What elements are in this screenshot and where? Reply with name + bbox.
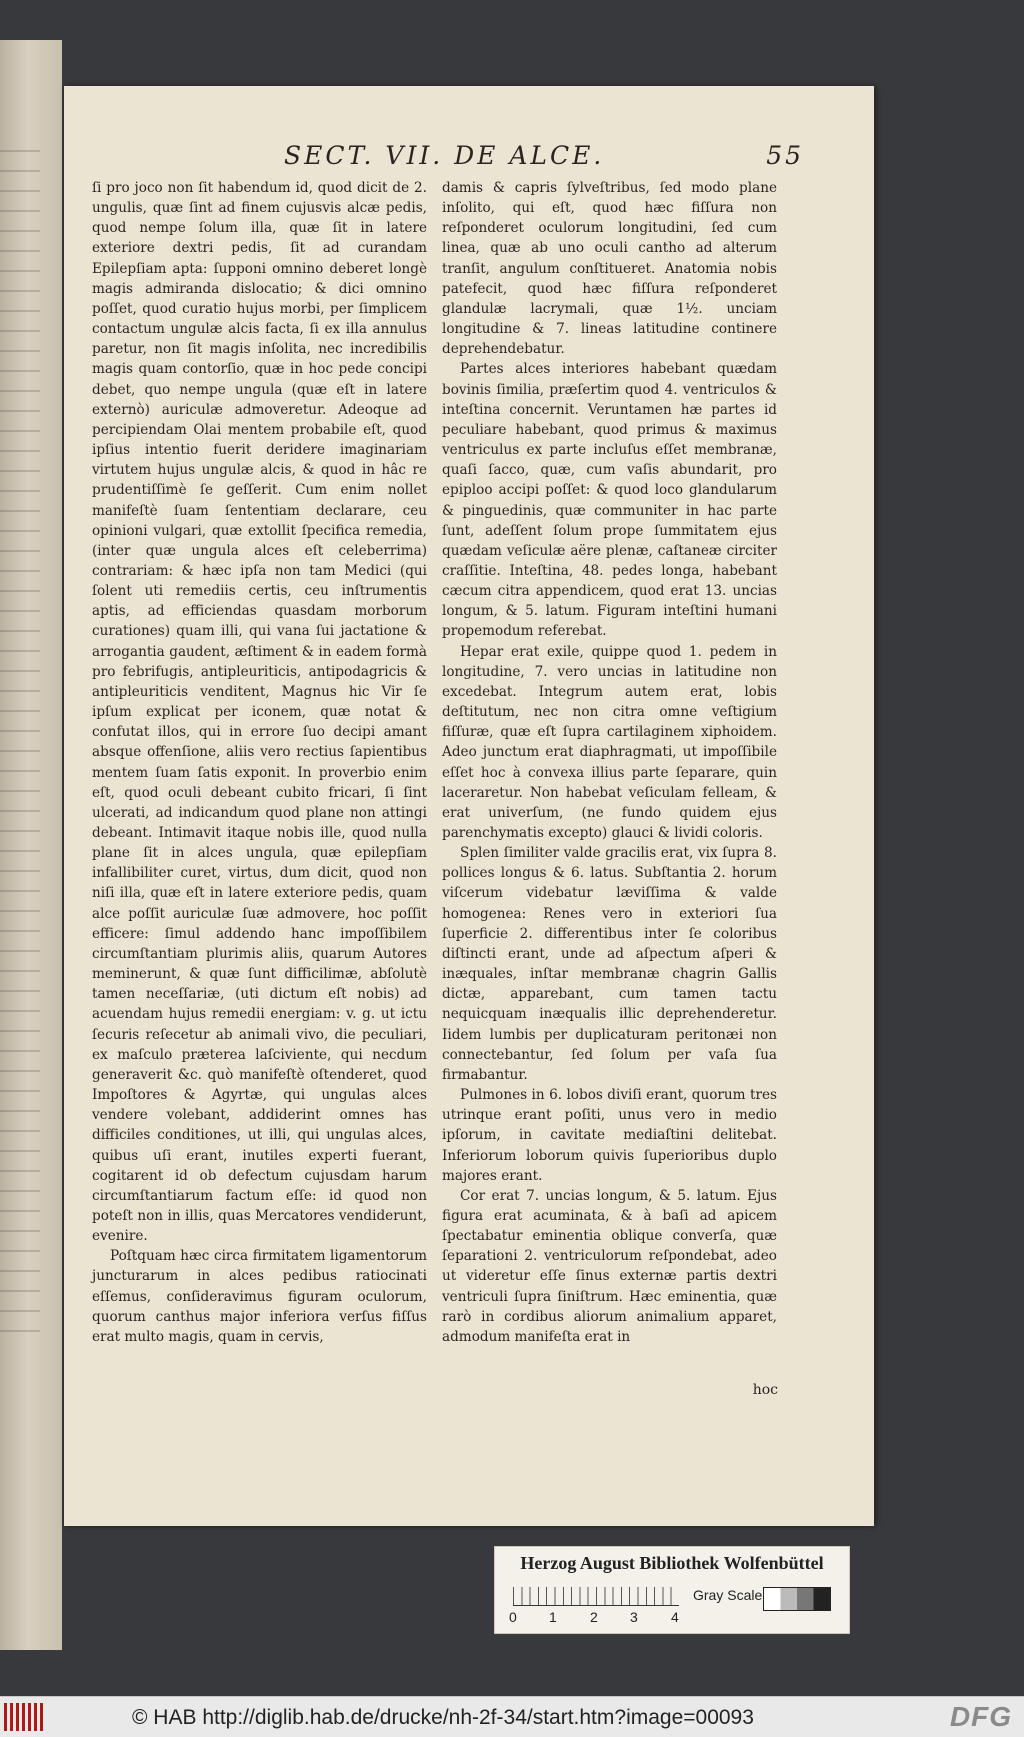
paragraph: ſi pro joco non ſit habendum id, quod dicit de 2. ungulis, quæ ſint ad finem cujusvis alcæ pedis, quod nempe ſolum illa, quæ ſit in latere exteriore dextri pedis, ſit ad curandam Epilepſiam apta: ſupponi omnino deberet longè magis admiranda dislocatio; & dici omnino poſſet, quod curatio hujus morbi, per ſimplicem contactum ungulæ alcis facta, ſi ex illa annulus paretur, non ſit magis inſolita, nec incredibilis magis quam contorſio, quæ in hoc pede concipi debet, quo nempe ungula (quæ eſt in latere externò) auriculæ admoveretur. Adeoque ad percipiendam Olai mentem probabile eſt, quod ipſius intentio fuerit deridere imaginariam virtutem hujus ungulæ alcis, & quod in hâc re prudentiſſimè ſe geſſerit. Cum enim nollet manifeſtè ſuam ſententiam declarare, ceu opinioni vulgari, quæ extollit ſpecifica remedia, (inter quæ ungula alces eſt celeberrima) contrariam: & hæc ipſa non tam Medici (qui ſolent uti remediis certis, ceu inſtrumentis aptis, ad efficiendas quasdam morborum curationes) quam illi, qui vana ſui jactatione & arrogantia gaudent, æſtiment & in eadem formà pro febrifugis, antipleuriticis, antipodagricis & antipleuriticis venditent, Magnus hic Vir ſe ipſum explicat per iconem, quæ notat & confutat illos, qui in errore ſuo decipi amant absque offenſione, aliis vero rectius ſapientibus mentem ſuam ſatis exponit. In proverbio enim eſt, quod oculi debeant cubito fricari, ſi ſint ulcerati, ad indicandum quod plane non attingi debeant. Intimavit itaque nobis ille, quod nulla plane ſit in alces ungula, quæ epilepſiam infallibiliter curet, virtus, dum dicit, quod non niſi illa, quæ eſt in latere exteriore pedis, quam alce poſſit auriculæ ſuæ admovere, hoc poſſit efficere: ſimul addendo hanc impoſſibilem circumſtantiam plurimis aliis, quarum Autores meminerunt, & quæ ſunt difficilimæ, abſolutè tamen neceſſariæ, (uti dictum eſt nobis) ad acuendam hujus remedii energiam: v. g. ut ictu ſecuris reſecetur ab animali vivo, die peculiari, ex maſculo præterea laſciviente, qui necdum generaverit &c. quò manifeſtè oſtenderet, quod Impoſtores & Agyrtæ, qui ungulas alces vendere volebant, addiderint omnes has difficiles conditiones, ut illi, qui ungulas alces, quibus uſi erant, inutiles experti fuerant, cogitarent id ob defectum cujusdam harum circumſtantiarum factum eſſe: id quod non poteſt non in illis, quas Mercatores vendiderunt, evenire. [92,180,427,1245]
hab-logo-icon [4,1703,44,1731]
running-head-title: SECT. VII. DE ALCE. [284,141,605,170]
footer-bar [0,1696,1024,1737]
catchword: hoc [752,1382,778,1398]
paragraph: Cor erat 7. uncias longum, & 5. latum. Ejus figura erat acuminata, & à baſi ad apicem ſpectabatur eminentia oblique converſa, quæ ſeparationi 2. ventriculorum reſpondebat, adeo ut videretur eſſe ſinus externæ partis dextri ventriculi ſupra ſiniſtrum. Hæc eminentia, quæ rarò in cordibus aliorum animalium apparet, admodum manifeſta erat in [442,1187,777,1345]
paragraph: Partes alces interiores habebant quædam bovinis ſimilia, præſertim quod 4. ventriculos & inteſtina concernit. Veruntamen hæ partes id peculiare habebant, quod primus & maximus ventriculus ex parte incluſus eſſet membranæ, quaſi ſacco, quæ, cum vaſis abundarit, pro epiploo accipi poſſet: & quod loco glandularum & pinguedinis, quæ communiter in hac parte ſunt, adeſſent ſolum prope ſummitatem ejus quædam veſiculæ aëre plenæ, caſtaneæ circiter craſſitie. Inteſtina, 48. pedes longa, habebant cæcum citra appendicem, quod erat 13. uncias longum, & 5. latum. Figuram inteſtini humani propemodum referebat. [442,361,777,640]
paragraph: Splen ſimiliter valde gracilis erat, vix ſupra 8. pollices longus & 6. latus. Subſtantia 2. horum viſcerum videbatur læviſſima & valde homogenea: Renes vero in exteriori ſua ſuperficie 2. differentibus inter ſe coloribus diſtincti erant, unde ad aſpectum aſperi & inæquales, inſtar membranæ chagrin Gallis dictæ, apparebant, cum tamen tactu nequicquam inæqualis illic deprehenderetur. Iidem lumbis per duplicaturam peritonæi non connectebantur, ſed ſolum per vaſa ſua firmabantur. [442,845,777,1083]
paragraph: Hepar erat exile, quippe quod 1. pedem in longitudine, 7. vero uncias in latitudine non excedebat. Integrum autem erat, lobis deſtitutum, nec non citra omne veſtigium fiſſuræ, quæ eſt ſupra cartilaginem xiphoidem. Adeo junctum erat diaphragmati, ut impoſſibile eſſet hoc à convexa illius parte ſeparare, quin laceraretur. Non habebat veſiculam felleam, & erat univerſum, (ne fundo quidem ejus parenchymatis excepto) glauci & lividi coloris. [442,643,777,841]
ruler-label: 4 [671,1609,679,1625]
text-column-left [92,178,427,1347]
paragraph: Poſtquam hæc circa firmitatem ligamentorum juncturarum in alces pedibus ratiocinati eſſemus, conſideravimus figuram oculorum, quorum canthus major inferiora verſus fiſſus erat multo magis, quam in cervis, [92,1248,427,1345]
ruler-label: 1 [549,1609,557,1625]
paragraph: Pulmones in 6. lobos diviſi erant, quorum tres utrinque erant poſiti, unus vero in medio ipſorum, in cavitate mediaſtini delitebat. Inferiorum loborum quivis ſuperioribus duplo majores erant. [442,1087,777,1184]
page-number: 55 [766,141,804,170]
library-name: Herzog August Bibliothek Wolfenbüttel [520,1553,824,1573]
gray-scale-swatch [763,1587,831,1611]
book-page [64,86,874,1526]
ruler-label: 2 [590,1609,598,1625]
running-head [284,141,804,175]
ruler-label: 3 [630,1609,638,1625]
paragraph: damis & capris ſylveſtribus, ſed modo plane inſolito, qui eſt, quod hæc fiſſura non reſponderet oculorum longitudini, ſed cum linea, quæ ab uno oculi cantho ad alterum tranſit, angulum conſtitueret. Anatomia nobis patefecit, quod hæc fiſſura reſponderet glandulæ lacrymali, quæ 1½. unciam longitudine & 7. lineas latitudine continere deprehendebatur. [442,180,777,358]
facing-page-text-bleed [0,150,40,1350]
text-column-right [442,178,777,1347]
ruler-labels [509,1609,689,1627]
dfg-logo: DFG [949,1701,1012,1732]
color-scale-card [494,1546,850,1634]
gray-scale-label: Gray Scale [693,1587,763,1603]
ruler-label: 0 [509,1609,517,1625]
footer-credit-link[interactable]: © HAB http://diglib.hab.de/drucke/nh-2f-34/start.htm?image=00093 [132,1706,754,1729]
ruler [513,1587,679,1606]
